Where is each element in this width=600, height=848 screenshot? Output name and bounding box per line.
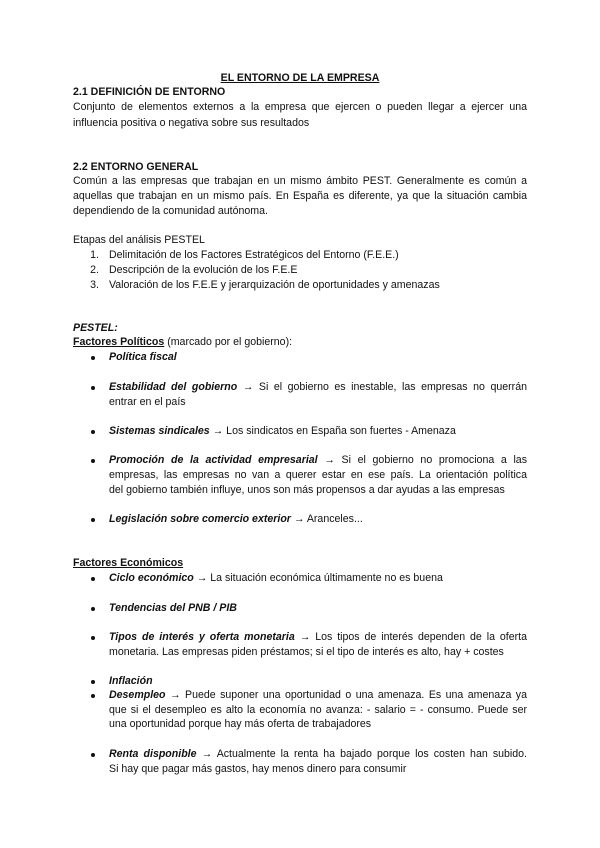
document-title: EL ENTORNO DE LA EMPRESA bbox=[220, 72, 380, 84]
section-2-1-heading: 2.1 DEFINICIÓN DE ENTORNO bbox=[73, 86, 226, 98]
list-item: Renta disponible → Actualmente la renta ha bajado porque los costen han subido. bbox=[109, 748, 527, 760]
bullet-icon bbox=[91, 607, 95, 611]
list-item: Inflación bbox=[109, 675, 153, 687]
bullet-icon bbox=[91, 753, 95, 757]
etapa-number: 2. bbox=[90, 264, 99, 276]
etapa-item: Delimitación de los Factores Estratégicos del Entorno (F.E.E.) bbox=[109, 249, 399, 261]
list-item: Política fiscal bbox=[109, 351, 177, 363]
list-item-continuation: empresas, las empresas no van a querer estar en ese país. La orientación política bbox=[109, 469, 527, 481]
factores-economicos-heading: Factores Económicos bbox=[73, 557, 184, 569]
section-2-1-line: influencia positiva o negativa sobre sus resultados bbox=[73, 117, 310, 129]
list-item: Estabilidad del gobierno → Si el gobierno es inestable, las empresas no querrán bbox=[109, 381, 527, 393]
list-item-continuation: que si el desempleo es alto la economía no avanza: - salario = - consumo. Puede ser bbox=[109, 704, 527, 716]
list-item-continuation: monetaria. Las empresas piden préstamos; si el tipo de interés es alto, hay + costes bbox=[109, 646, 504, 658]
etapa-number: 3. bbox=[90, 279, 99, 291]
list-item: Promoción de la actividad empresarial → Si el gobierno no promociona a las bbox=[109, 454, 527, 466]
factores-politicos-title: Factores Políticos bbox=[73, 336, 165, 348]
section-2-2-line: Común a las empresas que trabajan en un mismo ámbito PEST. Generalmente es común a bbox=[73, 175, 527, 187]
list-item-continuation: entrar en el país bbox=[109, 396, 186, 408]
section-2-2-line: dependiendo de la comunidad autónoma. bbox=[73, 205, 268, 217]
bullet-icon bbox=[91, 430, 95, 434]
bullet-icon bbox=[91, 577, 95, 581]
list-item: Tipos de interés y oferta monetaria → Los tipos de interés dependen de la oferta bbox=[109, 631, 527, 643]
list-item: Ciclo económico → La situación económica últimamente no es buena bbox=[109, 572, 443, 584]
section-2-2-line: aquellas que trabajan en un mismo país. En España es diferente, ya que la situación cambia bbox=[73, 190, 527, 202]
section-2-2-heading: 2.2 ENTORNO GENERAL bbox=[73, 161, 199, 173]
etapa-item: Descripción de la evolución de los F.E.E bbox=[109, 264, 298, 276]
etapas-intro: Etapas del análisis PESTEL bbox=[73, 234, 205, 246]
list-item-continuation: Si hay que pagar más gastos, hay menos dinero para consumir bbox=[109, 763, 407, 775]
etapa-item: Valoración de los F.E.E y jerarquización de oportunidades y amenazas bbox=[109, 279, 440, 291]
list-item-continuation: del gobierno también influye, unos son más propensos a dar ayudas a las empresas bbox=[109, 484, 505, 496]
etapa-number: 1. bbox=[90, 249, 99, 261]
section-2-1-line: Conjunto de elementos externos a la empresa que ejercen o pueden llegar a ejercer una bbox=[73, 101, 527, 113]
list-item: Legislación sobre comercio exterior → Aranceles... bbox=[109, 513, 363, 525]
list-item: Tendencias del PNB / PIB bbox=[109, 602, 237, 614]
pestel-heading: PESTEL: bbox=[73, 322, 118, 334]
list-item-continuation: una oportunidad porque hay más oferta de trabajadores bbox=[109, 718, 372, 730]
bullet-icon bbox=[91, 518, 95, 522]
bullet-icon bbox=[91, 694, 95, 698]
bullet-icon bbox=[91, 459, 95, 463]
list-item: Sistemas sindicales → Los sindicatos en España son fuertes - Amenaza bbox=[109, 425, 456, 437]
bullet-icon bbox=[91, 356, 95, 360]
factores-politicos-heading bbox=[73, 335, 292, 350]
bullet-icon bbox=[91, 636, 95, 640]
bullet-icon bbox=[91, 680, 95, 684]
bullet-icon bbox=[91, 386, 95, 390]
factores-politicos-note: (marcado por el gobierno): bbox=[164, 336, 293, 348]
list-item: Desempleo → Puede suponer una oportunidad o una amenaza. Es una amenaza ya bbox=[109, 689, 527, 701]
